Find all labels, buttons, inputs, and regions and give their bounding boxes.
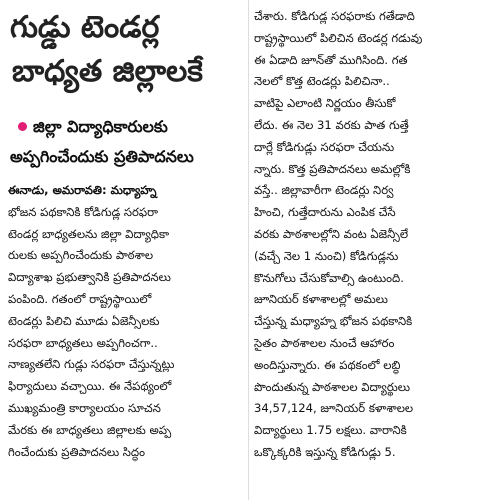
- body-line: రాష్ట్రస్థాయిలో పిలిచిన టెండర్ల గడువు: [254, 30, 423, 45]
- body-line: వాటిపై ఎలాంటి నిర్ణయం తీసుకో: [254, 96, 396, 111]
- right-column: [250, 0, 500, 500]
- body-line: విద్యాశాఖ ప్రభుత్వానికి ప్రతిపాదనలు: [8, 270, 171, 285]
- body-line: రులకు అప్పగించేందుకు పాఠశాల: [8, 248, 154, 263]
- body-line: కొనుగోలు చేసుకోవాల్సి ఉంటుంది.: [254, 270, 404, 285]
- body-line: 34,57,124, జూనియర్ కళాశాలల: [254, 401, 414, 416]
- body-line: పంపింది. గతంలో రాష్ట్రస్థాయిలో: [8, 291, 152, 306]
- subheadline: [10, 112, 242, 172]
- body-line: నెలలో కొత్త టెండర్లు పిలిచినా..: [254, 74, 390, 89]
- headline-line-1: గుడ్డు టెండర్ల: [10, 10, 160, 45]
- body-line: చేస్తున్న మధ్యాహ్న భోజన పథకానికి: [254, 314, 413, 329]
- body-line: నాణ్యతలేని గుడ్లు సరఫరా చేస్తున్నట్లు: [8, 357, 175, 372]
- body-line: ఫిర్యాదులు వచ్చాయి. ఈ నేపథ్యంలో: [8, 379, 172, 394]
- article-body-left: [8, 180, 244, 463]
- bullet-dot-icon: [18, 122, 27, 131]
- body-line: సైతం పాఠశాలల నుంచే ఆహారం: [254, 335, 395, 350]
- body-line: మేరకు ఈ బాధ్యతలు జిల్లాలకు అప్ప: [8, 422, 172, 437]
- body-line: చేశారు. కోడిగుడ్ల సరఫరాకు గతేడాది: [254, 9, 415, 23]
- subheadline-text-1: జిల్లా విద్యాధికారులకు: [33, 117, 168, 136]
- subheadline-line-2: అప్పగించేందుకు ప్రతిపాదనలు: [10, 147, 194, 166]
- body-line: వస్తే.. జిల్లావారీగా టెండర్లు నిర్వ: [254, 183, 394, 198]
- body-line: ఈనాడు, అమరావతి: మధ్యాహ్న: [8, 183, 157, 197]
- headline-line-2: బాధ్యత జిల్లాలకే: [12, 54, 203, 89]
- body-line: పొందుతున్న పాఠశాలల విద్యార్థులు: [254, 379, 410, 394]
- body-line: (వచ్చే నెల 1 నుంచి) కోడిగుడ్లను: [254, 248, 399, 263]
- body-line: హించి, గుత్తేదారును ఎంపిక చేసే: [254, 205, 396, 220]
- body-line: టెండర్ల బాధ్యతలను జిల్లా విద్యాధికా: [8, 226, 170, 241]
- body-line: గించేందుకు ప్రతిపాదనలు సిద్ధం: [8, 444, 145, 459]
- subheadline-line-1: [10, 112, 242, 142]
- body-line: విద్యార్థులు 1.75 లక్షలు. వారానికి: [254, 423, 407, 438]
- body-line: జూనియర్ కళాశాలల్లో అమలు: [254, 292, 388, 307]
- body-line: వరకు పాఠశాలల్లోని వంట ఏజెన్సీలే: [254, 226, 409, 241]
- body-line: టెండర్లు పిలిచి మూడు ఏజెన్సీలకు: [8, 313, 160, 328]
- body-line: న్నారు. కొత్త ప్రతిపాదనలు అమల్లోకి: [254, 161, 411, 176]
- body-line: ఈ ఏడాది జూన్‌తో ముగిసింది. గత: [254, 52, 408, 67]
- left-column: [0, 0, 248, 500]
- body-line: అందిస్తున్నారు. ఈ పథకంలో లబ్ధి: [254, 357, 401, 372]
- body-line: దార్లే కోడిగుడ్లు సరఫరా చేయను: [254, 139, 395, 154]
- headline: [10, 6, 242, 94]
- body-line: లేదు. ఈ నెల 31 వరకు పాత గుత్తే: [254, 117, 409, 132]
- body-line: భోజన పథకానికి కోడిగుడ్ల సరఫరా: [8, 204, 159, 219]
- column-divider: [248, 0, 249, 500]
- body-line: ఒక్కొక్కరికి ఇస్తున్న కోడిగుడ్లు 5.: [254, 444, 396, 459]
- body-line: సరఫరా బాధ్యతలు అప్పగించగా..: [8, 335, 158, 350]
- body-line: ముఖ్యమంత్రి కార్యాలయం సూచన: [8, 400, 161, 415]
- article-body-right: [254, 6, 494, 464]
